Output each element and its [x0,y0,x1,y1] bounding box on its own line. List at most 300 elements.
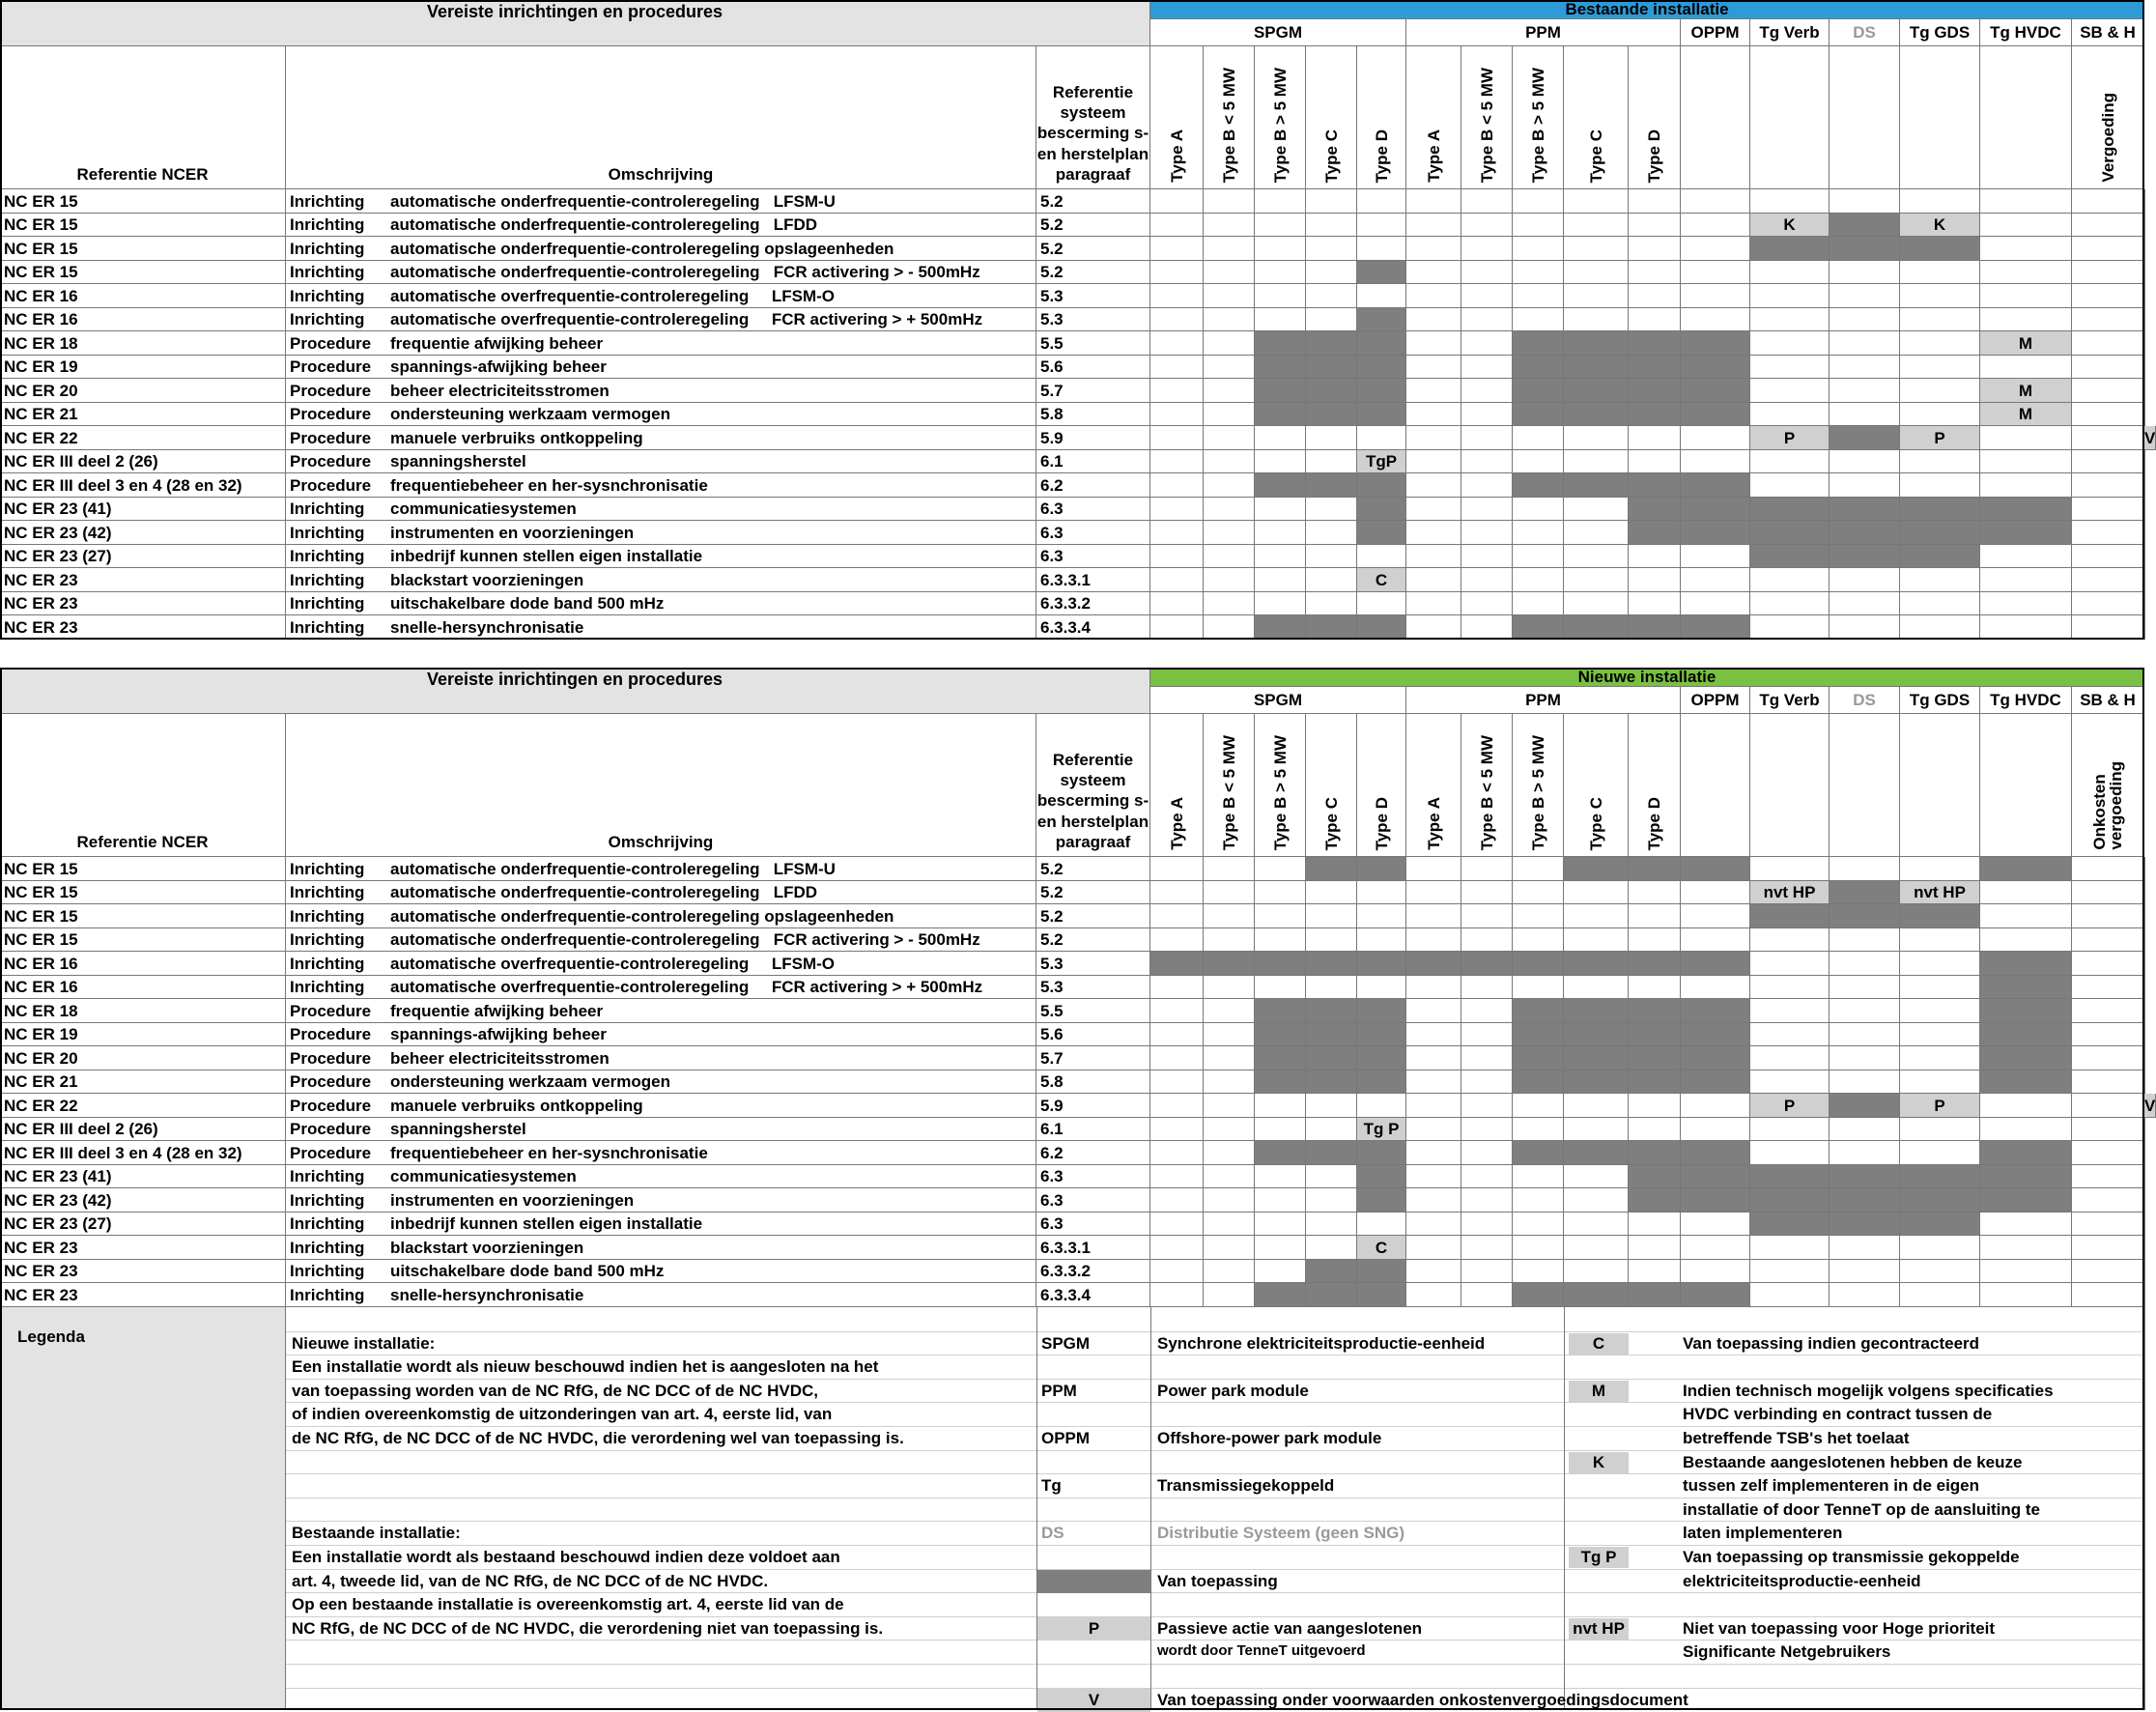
code-cell: C [1357,568,1406,592]
table-row-description: frequentiebeheer en her-sysnchronisatie [390,475,708,495]
applicable-cell [2144,568,2145,592]
code-cell: M [1980,379,2072,403]
column-header-type-label: Type C [1321,796,1341,850]
table-row-ref: NC ER 15 [0,857,286,881]
table-row-paragraph: 5.9 [1036,1094,1150,1118]
column-header-ref: Referentie NCER [0,46,286,189]
table-row-description: automatische onderfrequentie-controleregeling FCR activering > - 500mHz [390,263,980,281]
table-row-kind: Inrichting [290,570,365,589]
table-row-ref: NC ER 23 [0,1260,286,1283]
table-row-ref: NC ER III deel 3 en 4 (28 en 32) [0,473,286,498]
table-row-description: automatische onderfrequentie-controleregeling opslageenheden [390,239,894,258]
column-header-type-label: Type A [1167,797,1186,850]
table-row-paragraph: 5.2 [1036,261,1150,284]
table-row-ref: NC ER 15 [0,214,286,237]
table-row-description: uitschakelbare dode band 500 mHz [390,1262,665,1280]
table-row-kind: Procedure [290,1001,372,1020]
column-header-paragraph: Referentie systeem bescerming s- en herstelplan paragraaf [1036,714,1150,857]
legend-applicable-text: Van toepassing [1157,1572,1278,1590]
empty-cell [2144,881,2145,904]
installation-banner: Nieuwe installatie [1150,668,2144,687]
table-row-paragraph: 6.2 [1036,1141,1150,1165]
table-row-description: communicatiesystemen [390,1167,577,1185]
table-row-paragraph: 5.3 [1036,976,1150,999]
table-row-paragraph: 5.6 [1036,1023,1150,1046]
group-tg-verb: Tg Verb [1750,19,1830,46]
table-row-ref: NC ER III deel 2 (26) [0,1118,286,1141]
legend-code-box: C [1569,1333,1629,1355]
legend-p-code: P [1037,1617,1150,1641]
table-row-kind: Inrichting [290,954,365,973]
column-header-type-label: Type B < 5 MW [1219,67,1238,183]
group-tg-hvdc: Tg HVDC [1980,19,2072,46]
column-header-type-label: Type A [1424,797,1443,850]
table-row-kind: Inrichting [290,215,365,234]
table-row-ref: NC ER 20 [0,379,286,403]
section-spacer [0,640,2144,668]
table-row-ref: NC ER 23 [0,568,286,592]
legend-code-text: tussen zelf implementeren in de eigen [1683,1476,1980,1495]
table-row-ref: NC ER 23 [0,615,286,640]
code-cell: TgP [1357,450,1406,473]
table-row-paragraph: 6.3.3.2 [1036,592,1150,615]
code-cell: K [1750,214,1830,237]
table-row-paragraph: 5.2 [1036,214,1150,237]
column-header-type-label: Type B > 5 MW [1528,734,1547,850]
empty-cell [2144,928,2145,952]
empty-cell [2144,952,2145,976]
column-header-desc: Omschrijving [286,46,1036,189]
legend-abbr-text: Offshore-power park module [1157,1429,1382,1447]
table-row-paragraph: 6.3 [1036,1165,1150,1188]
table-row-kind: Procedure [290,1072,372,1091]
applicable-cell [2144,356,2145,379]
applicable-cell [2144,331,2145,356]
table-row-kind: Inrichting [290,978,365,996]
table-row-ref: NC ER 15 [0,904,286,928]
table-row-kind: Inrichting [290,594,365,613]
code-cell: P [1900,1094,1980,1118]
table-row-kind: Procedure [290,405,372,423]
table-row-description: spanningsherstel [390,1120,526,1138]
table-row-kind: Procedure [290,1096,372,1115]
empty-cell [2144,857,2145,881]
applicable-cell [2144,379,2145,403]
table-row-description: automatische overfrequentie-controleregeling LFSM-O [390,286,836,305]
legend-code-text: Significante Netgebruikers [1683,1642,1891,1661]
table-row-kind: Procedure [290,1143,372,1162]
installation-banner: Bestaande installatie [1150,0,2144,19]
empty-cell [2144,1046,2145,1070]
table-row-kind: Procedure [290,357,372,376]
column-header-type-label: Type D [1372,796,1391,850]
table-row-description: spannings-afwijking beheer [390,357,607,376]
table-row-ref: NC ER 23 (41) [0,1165,286,1188]
legend-description-line: van toepassing worden van de NC RfG, de NC DCC of de NC HVDC, [292,1382,819,1400]
legend-description-line: Een installatie wordt als nieuw beschouwd indien het is aangesloten na het [292,1357,879,1376]
table-row-description: ondersteuning werkzaam vermogen [390,1072,671,1091]
table-row-paragraph: 5.7 [1036,379,1150,403]
legend-description-line: of indien overeenkomstig de uitzonderingen van art. 4, eerste lid, van [292,1405,833,1423]
empty-cell [2144,1023,2145,1046]
table-row-ref: NC ER 16 [0,952,286,976]
empty-cell [2144,237,2145,261]
table-row-kind: Inrichting [290,310,365,328]
table-row-paragraph: 6.1 [1036,1118,1150,1141]
empty-cell [2144,592,2145,615]
table-row-description: automatische onderfrequentie-controleregeling LFSM-U [390,859,836,878]
group-tg-gds: Tg GDS [1900,687,1980,714]
table-row-kind: Inrichting [290,883,365,901]
group-spgm: SPGM [1150,687,1406,714]
table-row-paragraph: 6.3.3.1 [1036,568,1150,592]
table-row-kind: Inrichting [290,1262,365,1280]
legend-abbr-text: Transmissiegekoppeld [1157,1476,1335,1495]
table-row-paragraph: 6.3 [1036,1188,1150,1213]
table-row-kind: Inrichting [290,191,365,211]
table-row-ref: NC ER 15 [0,237,286,261]
table-row-kind: Inrichting [290,930,365,949]
applicable-cell [2144,1118,2145,1141]
table-row-ref: NC ER 22 [0,426,286,450]
table-row-kind: Procedure [290,452,372,471]
code-cell: K [1900,214,1980,237]
empty-cell [2144,615,2145,640]
table-row-paragraph: 6.3.3.4 [1036,615,1150,640]
column-header-paragraph: Referentie systeem bescerming s- en herstelplan paragraaf [1036,46,1150,189]
legend-v-code: V [1037,1689,1150,1712]
table-row-ref: NC ER 15 [0,881,286,904]
column-header-compensation-label: Vergoeding [2098,93,2117,183]
code-cell: P [1750,426,1830,450]
column-header-type-label: Type D [1645,796,1663,850]
code-cell: V [2144,1094,2156,1118]
legend-abbr-key: Tg [1041,1476,1062,1495]
table-row-description: automatische onderfrequentie-controleregeling LFDD [390,215,818,234]
legend-code-text: elektriciteitsproductie-eenheid [1683,1572,1921,1590]
legend-description-line: art. 4, tweede lid, van de NC RfG, de NC DCC of de NC HVDC. [292,1572,769,1590]
legend-code-box: nvt HP [1569,1618,1629,1640]
column-header-type-label: Type B < 5 MW [1477,734,1496,850]
table-row-description: ondersteuning werkzaam vermogen [390,405,671,423]
legend-abbr-text: Synchrone elektriciteitsproductie-eenheid [1157,1334,1486,1353]
table-row-description: snelle-hersynchronisatie [390,1285,584,1304]
table-row-kind: Inrichting [290,547,365,565]
legend-code-text: Indien technisch mogelijk volgens specificaties [1683,1382,2054,1400]
column-header-type-label: Type A [1167,129,1186,183]
table-row-ref: NC ER 23 (41) [0,498,286,521]
column-header-type-label: Type C [1586,796,1605,850]
table-row-ref: NC ER 16 [0,284,286,308]
table-row-paragraph: 5.8 [1036,403,1150,426]
section-title: Vereiste inrichtingen en procedures [0,0,1150,46]
table-row-description: frequentie afwijking beheer [390,1001,604,1020]
table-row-description: automatische onderfrequentie-controleregeling LFDD [390,883,818,901]
table-row-kind: Procedure [290,333,372,353]
table-row-paragraph: 5.8 [1036,1070,1150,1094]
column-header-ref: Referentie NCER [0,714,286,857]
legend-code-box: M [1569,1381,1629,1402]
empty-cell [2144,999,2145,1023]
table-row-kind: Inrichting [290,1285,365,1304]
legend-code-text: Bestaande aangeslotenen hebben de keuze [1683,1453,2023,1471]
table-row-ref: NC ER 15 [0,261,286,284]
legend-code-text: Van toepassing op transmissie gekoppelde [1683,1548,2020,1566]
table-row-description: blackstart voorzieningen [390,570,584,589]
table-row-ref: NC ER 21 [0,403,286,426]
group-oppm: OPPM [1681,687,1750,714]
legend-abbr-text: Power park module [1157,1382,1309,1400]
legend-description-line: Op een bestaande installatie is overeenkomstig art. 4, eerste lid van de [292,1595,844,1613]
table-row-description: beheer electriciteitsstromen [390,1048,610,1068]
code-cell: P [1750,1094,1830,1118]
table-row-paragraph: 6.2 [1036,473,1150,498]
group-ds: DS [1830,687,1900,714]
table-row-description: automatische onderfrequentie-controleregeling opslageenheden [390,906,894,926]
table-row-ref: NC ER 23 (27) [0,545,286,568]
table-row-ref: NC ER 20 [0,1046,286,1070]
group-sb-h: SB & H [2072,687,2144,714]
table-row-ref: NC ER 15 [0,928,286,952]
code-cell: P [1900,426,1980,450]
legend-code-box: Tg P [1569,1547,1629,1568]
empty-cell [2144,1260,2145,1283]
legend-description-line: Nieuwe installatie: [292,1334,436,1353]
table-row-kind: Inrichting [290,906,365,926]
empty-cell [2144,976,2145,999]
table-row-kind: Procedure [290,1048,372,1068]
legend-abbr-key: SPGM [1041,1334,1091,1353]
table-row-description: automatische overfrequentie-controleregeling LFSM-O [390,954,836,973]
table-row-ref: NC ER 23 [0,592,286,615]
table-row-paragraph: 6.3.3.4 [1036,1283,1150,1307]
table-row-kind: Inrichting [290,239,365,258]
table-row-kind: Inrichting [290,1214,365,1233]
table-row-paragraph: 5.3 [1036,284,1150,308]
table-row-paragraph: 5.2 [1036,237,1150,261]
table-row-description: beheer electriciteitsstromen [390,381,610,400]
table-row-description: instrumenten en voorzieningen [390,1190,635,1210]
table-row-ref: NC ER 16 [0,308,286,331]
empty-cell [2144,1213,2145,1236]
applicable-cell [2144,1236,2145,1260]
legend-code-text: Van toepassing indien gecontracteerd [1683,1334,1980,1353]
group-tg-verb: Tg Verb [1750,687,1830,714]
table-row-kind: Procedure [290,1120,372,1138]
legend-code-box: K [1569,1452,1629,1473]
table-row-description: manuele verbruiks ontkoppeling [390,428,643,447]
code-cell: M [1980,331,2072,356]
column-header-compensation-label: Onkosten vergoeding [2090,761,2125,850]
table-row-kind: Procedure [290,428,372,447]
table-row-kind: Inrichting [290,617,365,637]
empty-cell [2144,284,2145,308]
table-row-ref: NC ER III deel 2 (26) [0,450,286,473]
table-row-description: frequentie afwijking beheer [390,333,604,353]
legend-abbr-key: OPPM [1041,1429,1091,1447]
table-row-paragraph: 6.3.3.1 [1036,1236,1150,1260]
column-header-type-label: Type B > 5 MW [1270,734,1290,850]
group-sb-h: SB & H [2072,19,2144,46]
empty-cell [2144,1188,2145,1213]
table-row-paragraph: 5.6 [1036,356,1150,379]
table-row-ref: NC ER 18 [0,999,286,1023]
table-row-ref: NC ER 23 [0,1283,286,1307]
table-row-ref: NC ER 22 [0,1094,286,1118]
empty-cell [2144,498,2145,521]
table-row-description: communicatiesystemen [390,499,577,518]
table-row-description: automatische overfrequentie-controleregeling FCR activering > + 500mHz [390,310,983,328]
table-row-description: uitschakelbare dode band 500 mHz [390,594,665,613]
legend-code-text: installatie of door TenneT op de aansluiting te [1683,1500,2040,1519]
column-header-type-label: Type D [1372,128,1391,183]
table-row-paragraph: 5.2 [1036,857,1150,881]
legend-description-line: NC RfG, de NC DCC of de NC HVDC, die verordening niet van toepassing is. [292,1619,884,1638]
code-cell: M [1980,403,2072,426]
empty-cell [2144,308,2145,331]
applicable-cell [2144,403,2145,426]
table-row-ref: NC ER III deel 3 en 4 (28 en 32) [0,1141,286,1165]
table-row-description: frequentiebeheer en her-sysnchronisatie [390,1143,708,1162]
legend-code-text: HVDC verbinding en contract tussen de [1683,1405,1993,1423]
legend-p-text: Passieve actie van aangeslotenen [1157,1619,1423,1638]
table-row-paragraph: 5.5 [1036,331,1150,356]
table-row-ref: NC ER 23 (42) [0,1188,286,1213]
applicable-cell [2144,1141,2145,1165]
legend-code-text: laten implementeren [1683,1524,1843,1542]
group-ppm: PPM [1406,19,1681,46]
table-border [0,668,2144,1710]
empty-cell [2144,1283,2145,1307]
column-header-type-label: Type B < 5 MW [1477,67,1496,183]
table-row-paragraph: 6.3 [1036,1213,1150,1236]
legend-abbr-text: Distributie Systeem (geen SNG) [1157,1524,1405,1542]
legend-divider [2144,1307,2145,1710]
table-row-kind: Procedure [290,475,372,495]
table-row-paragraph: 6.3 [1036,498,1150,521]
legend-v-text: Van toepassing onder voorwaarden onkostenvergoedingsdocument [1157,1691,1688,1709]
table-row-ref: NC ER 21 [0,1070,286,1094]
table-row-ref: NC ER 19 [0,1023,286,1046]
table-row-kind: Inrichting [290,263,365,281]
table-row-paragraph: 5.2 [1036,904,1150,928]
column-header-desc: Omschrijving [286,714,1036,857]
table-row-paragraph: 6.3 [1036,545,1150,568]
applicable-cell [2144,450,2145,473]
table-row-paragraph: 5.5 [1036,999,1150,1023]
legend-abbr-key: DS [1041,1524,1064,1542]
table-row-kind: Inrichting [290,1238,365,1257]
table-row-description: blackstart voorzieningen [390,1238,584,1257]
code-cell: V [2144,426,2156,450]
table-row-paragraph: 5.9 [1036,426,1150,450]
legend-abbr-key: PPM [1041,1382,1077,1400]
table-row-kind: Procedure [290,1025,372,1043]
empty-cell [2144,1165,2145,1188]
table-row-paragraph: 6.1 [1036,450,1150,473]
table-row-paragraph: 5.2 [1036,881,1150,904]
table-row-paragraph: 5.3 [1036,308,1150,331]
column-header-type-label: Type B > 5 MW [1528,67,1547,183]
section-title: Vereiste inrichtingen en procedures [0,668,1150,714]
table-row-paragraph: 6.3 [1036,521,1150,545]
code-cell: nvt HP [1900,881,1980,904]
legend-code-text: betreffende TSB's het toelaat [1683,1429,1910,1447]
column-header-type-label: Type C [1321,128,1341,183]
column-header-type-label: Type B > 5 MW [1270,67,1290,183]
table-row-ref: NC ER 23 [0,1236,286,1260]
table-row-paragraph: 6.3.3.2 [1036,1260,1150,1283]
table-row-ref: NC ER 18 [0,331,286,356]
table-border [0,0,2144,640]
table-row-ref: NC ER 15 [0,189,286,214]
empty-cell [2144,261,2145,284]
table-row-description: manuele verbruiks ontkoppeling [390,1096,643,1115]
column-header-type-label: Type A [1424,129,1443,183]
table-row-description: automatische onderfrequentie-controleregeling LFSM-U [390,191,836,211]
empty-cell [2144,904,2145,928]
table-row-paragraph: 5.2 [1036,189,1150,214]
applicable-cell [2144,473,2145,498]
table-row-paragraph: 5.2 [1036,928,1150,952]
legend-code-text: Niet van toepassing voor Hoge prioriteit [1683,1619,1996,1638]
table-row-description: snelle-hersynchronisatie [390,617,584,637]
column-header-type-label: Type C [1586,128,1605,183]
legend-description-line: Bestaande installatie: [292,1524,461,1542]
table-row-kind: Inrichting [290,523,365,542]
column-header-type-label: Type D [1645,128,1663,183]
table-row-description: instrumenten en voorzieningen [390,523,635,542]
table-row-kind: Procedure [290,381,372,400]
empty-cell [2144,1070,2145,1094]
group-spgm: SPGM [1150,19,1406,46]
table-row-kind: Inrichting [290,499,365,518]
empty-cell [2144,189,2145,214]
table-row-description: inbedrijf kunnen stellen eigen installatie [390,547,703,565]
legend-description-line: de NC RfG, de NC DCC of de NC HVDC, die verordening wel van toepassing is. [292,1429,904,1447]
legend-title: Legenda [17,1327,85,1346]
empty-cell [2144,214,2145,237]
table-row-description: spanningsherstel [390,452,526,471]
empty-cell [2144,545,2145,568]
group-ppm: PPM [1406,687,1681,714]
table-row-kind: Inrichting [290,1190,365,1210]
code-cell: C [1357,1236,1406,1260]
group-tg-hvdc: Tg HVDC [1980,687,2072,714]
table-row-ref: NC ER 19 [0,356,286,379]
table-row-ref: NC ER 23 (42) [0,521,286,545]
table-row-ref: NC ER 16 [0,976,286,999]
group-tg-gds: Tg GDS [1900,19,1980,46]
table-row-description: automatische overfrequentie-controleregeling FCR activering > + 500mHz [390,978,983,996]
group-ds: DS [1830,19,1900,46]
table-row-kind: Inrichting [290,859,365,878]
legend-description-line: Een installatie wordt als bestaand beschouwd indien deze voldoet aan [292,1548,840,1566]
table-row-description: spannings-afwijking beheer [390,1025,607,1043]
table-row-kind: Inrichting [290,1167,365,1185]
empty-cell [2144,521,2145,545]
table-row-paragraph: 5.3 [1036,952,1150,976]
code-cell: nvt HP [1750,881,1830,904]
table-row-description: inbedrijf kunnen stellen eigen installatie [390,1214,703,1233]
table-row-description: automatische onderfrequentie-controleregeling FCR activering > - 500mHz [390,930,980,949]
table-row-paragraph: 5.7 [1036,1046,1150,1070]
column-header-type-label: Type B < 5 MW [1219,734,1238,850]
legend-p-text-2: wordt door TenneT uitgevoerd [1157,1642,1366,1659]
group-oppm: OPPM [1681,19,1750,46]
table-row-kind: Inrichting [290,286,365,305]
code-cell: Tg P [1357,1118,1406,1141]
